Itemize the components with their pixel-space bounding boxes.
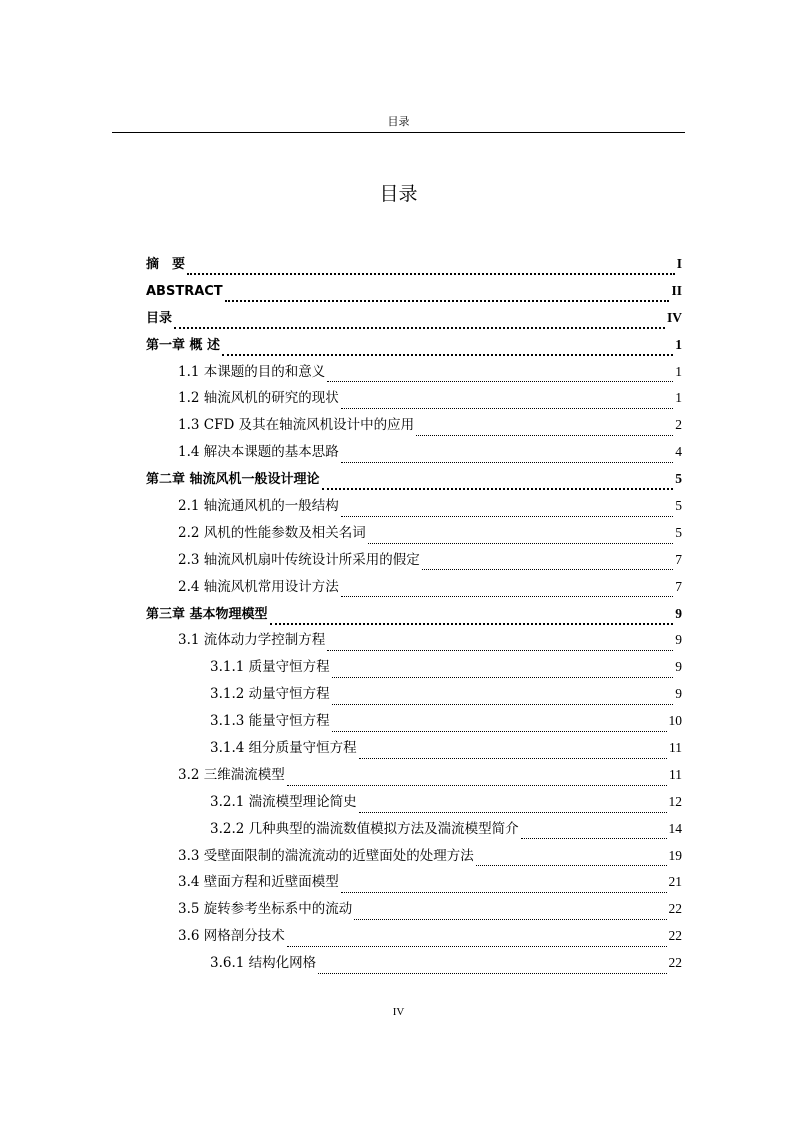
toc-entry-title: 摘 要	[146, 257, 186, 272]
toc-chapter-entry[interactable]	[146, 305, 682, 332]
toc-entry-title: 2.4 轴流风机常用设计方法	[178, 578, 339, 595]
toc-dot-leader	[359, 744, 667, 759]
page-number: IV	[392, 1006, 405, 1018]
toc-dot-leader	[327, 368, 673, 383]
toc-section-entry[interactable]	[146, 681, 682, 708]
toc-entry-title: 1.4 解决本课题的基本思路	[178, 444, 339, 461]
toc-section-entry[interactable]	[146, 762, 682, 789]
toc-entry-title: 2.3 轴流风机扇叶传统设计所采用的假定	[178, 551, 420, 568]
toc-entry-page: 14	[668, 820, 682, 836]
toc-entry-title: 2.2 风机的性能参数及相关名词	[178, 524, 366, 541]
toc-entry-page: 7	[675, 551, 682, 567]
toc-entry-page: 2	[675, 417, 682, 433]
toc-entry-page: 12	[668, 793, 682, 809]
toc-entry-title: 目录	[146, 310, 173, 326]
toc-dot-leader	[416, 422, 673, 437]
toc-title: 目录	[379, 183, 418, 205]
toc-entry-page: IV	[666, 309, 682, 325]
toc-dot-leader	[174, 313, 665, 329]
toc-entry-page: 9	[675, 632, 682, 648]
toc-dot-leader	[341, 583, 673, 598]
toc-entry-page: 5	[675, 471, 682, 487]
toc-entry-page: 1	[675, 363, 682, 379]
toc-chapter-entry[interactable]	[146, 332, 682, 359]
toc-entry-title: 3.1.4 组分质量守恒方程	[210, 740, 357, 757]
toc-dot-leader	[476, 852, 667, 867]
toc-section-entry[interactable]	[146, 359, 682, 386]
toc-entry-page: 9	[675, 605, 682, 621]
toc-section-entry[interactable]	[146, 574, 682, 601]
toc-entry-title: 3.1.3 能量守恒方程	[210, 713, 330, 730]
toc-chapter-entry[interactable]	[146, 251, 682, 278]
toc-entry-page: 1	[675, 336, 682, 352]
toc-chapter-entry[interactable]	[146, 466, 682, 493]
toc-chapter-entry[interactable]	[146, 601, 682, 628]
toc-entry-title: 3.6 网格剖分技术	[178, 928, 285, 945]
toc-entry-title: 1.3 CFD 及其在轴流风机设计中的应用	[178, 417, 415, 434]
toc-dot-leader	[332, 690, 674, 705]
toc-entry-page: 10	[668, 713, 682, 729]
toc-entry-title: 3.1.1 质量守恒方程	[210, 659, 330, 676]
toc-entry-title: 第三章 基本物理模型	[146, 606, 268, 622]
toc-entry-page: 9	[675, 659, 682, 675]
toc-section-entry[interactable]	[146, 896, 682, 923]
toc-entry-page: 5	[675, 498, 682, 514]
toc-entry-title: 3.1.2 动量守恒方程	[210, 686, 330, 703]
toc-dot-leader	[341, 879, 667, 894]
header-rule	[112, 132, 685, 133]
toc-section-entry[interactable]	[146, 950, 682, 977]
toc-dot-leader	[359, 798, 667, 813]
toc-section-entry[interactable]	[146, 735, 682, 762]
toc-entry-title: 第一章 概 述	[146, 337, 221, 353]
toc-entry-title: 3.1 流体动力学控制方程	[178, 632, 326, 649]
toc-entry-title: 3.5 旋转参考坐标系中的流动	[178, 901, 353, 918]
toc-entry-title: 第二章 轴流风机一般设计理论	[146, 472, 320, 488]
toc-entry-title: 3.2 三维湍流模型	[178, 766, 285, 783]
toc-entry-title: ABSTRACT	[146, 283, 223, 299]
toc-entry-page: 9	[675, 686, 682, 702]
toc-entry-page: 5	[675, 524, 682, 540]
toc-section-entry[interactable]	[146, 923, 682, 950]
toc-section-entry[interactable]	[146, 843, 682, 870]
toc-entry-page: 19	[668, 847, 682, 863]
toc-section-entry[interactable]	[146, 816, 682, 843]
toc-section-entry[interactable]	[146, 869, 682, 896]
toc-entry-title: 2.1 轴流通风机的一般结构	[178, 498, 339, 515]
toc-entry-page: 11	[669, 740, 682, 756]
toc-dot-leader	[225, 287, 670, 303]
toc-section-entry[interactable]	[146, 412, 682, 439]
toc-dot-leader	[222, 340, 673, 356]
toc-dot-leader	[332, 664, 674, 679]
toc-entry-page: 22	[668, 955, 682, 971]
toc-entry-title: 3.2.1 湍流模型理论简史	[210, 793, 357, 810]
toc-entry-title: 3.6.1 结构化网格	[210, 955, 317, 972]
toc-dot-leader	[270, 609, 674, 625]
toc-section-entry[interactable]	[146, 493, 682, 520]
toc-entry-title: 3.2.2 几种典型的湍流数值模拟方法及湍流模型简介	[210, 820, 519, 837]
toc-dot-leader	[341, 502, 673, 517]
toc-section-entry[interactable]	[146, 385, 682, 412]
toc-entry-page: 11	[669, 766, 682, 782]
toc-entry-page: 1	[675, 390, 682, 406]
toc-section-entry[interactable]	[146, 520, 682, 547]
toc-entry-page: 21	[668, 874, 682, 890]
toc-dot-leader	[354, 906, 666, 921]
toc-dot-leader	[368, 529, 673, 544]
toc-dot-leader	[287, 932, 667, 947]
toc-entry-page: 4	[675, 444, 682, 460]
toc-dot-leader	[322, 475, 674, 491]
toc-entry-page: I	[676, 256, 682, 271]
toc-section-entry[interactable]	[146, 439, 682, 466]
toc-entry-page: 22	[668, 901, 682, 917]
toc-entry-page: 22	[668, 928, 682, 944]
toc-dot-leader	[287, 771, 667, 786]
toc-section-entry[interactable]	[146, 789, 682, 816]
toc-section-entry[interactable]	[146, 654, 682, 681]
toc-dot-leader	[332, 717, 667, 732]
toc-entry-page: 7	[675, 578, 682, 594]
toc-dot-leader	[318, 959, 666, 974]
toc-dot-leader	[521, 825, 667, 840]
running-header: 目录	[387, 115, 410, 128]
toc-entry-page: II	[671, 282, 682, 298]
toc-section-entry[interactable]	[146, 708, 682, 735]
toc-entry-title: 1.2 轴流风机的研究的现状	[178, 390, 339, 407]
toc-entry-title: 3.3 受壁面限制的湍流流动的近壁面处的处理方法	[178, 847, 474, 864]
toc-chapter-entry[interactable]	[146, 278, 682, 305]
toc-section-entry[interactable]	[146, 547, 682, 574]
table-of-contents	[146, 251, 682, 977]
toc-dot-leader	[341, 395, 673, 410]
toc-dot-leader	[422, 556, 673, 571]
toc-dot-leader	[341, 448, 673, 463]
toc-section-entry[interactable]	[146, 627, 682, 654]
toc-dot-leader	[327, 637, 673, 652]
toc-dot-leader	[187, 260, 675, 276]
toc-entry-title: 1.1 本课题的目的和意义	[178, 363, 326, 380]
toc-entry-title: 3.4 壁面方程和近壁面模型	[178, 874, 339, 891]
